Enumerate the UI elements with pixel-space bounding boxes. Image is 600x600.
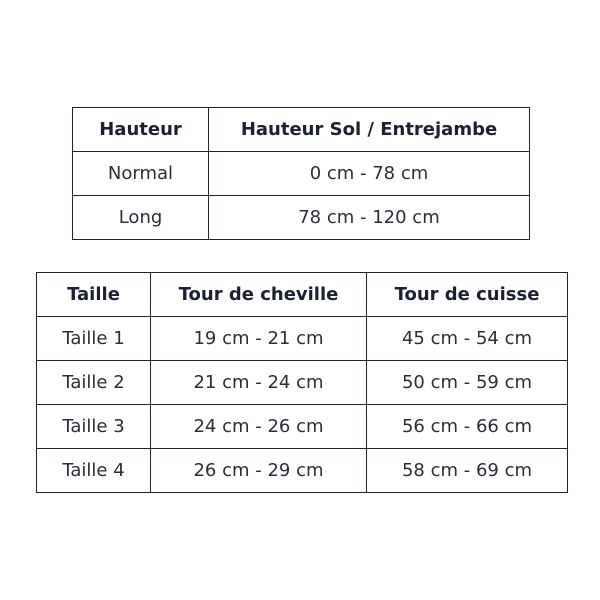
size-label: Taille 3: [37, 405, 151, 449]
header-taille: Taille: [37, 273, 151, 317]
table-row: [73, 152, 530, 196]
row-value-long: 78 cm - 120 cm: [209, 196, 530, 240]
header-tour-de-cheville: Tour de cheville: [151, 273, 367, 317]
thigh-range: 58 cm - 69 cm: [367, 449, 568, 493]
table-row: [73, 196, 530, 240]
table-row: [37, 405, 568, 449]
row-value-normal: 0 cm - 78 cm: [209, 152, 530, 196]
row-label-long: Long: [73, 196, 209, 240]
ankle-range: 21 cm - 24 cm: [151, 361, 367, 405]
height-table-header-row: [73, 108, 530, 152]
thigh-range: 56 cm - 66 cm: [367, 405, 568, 449]
size-label: Taille 4: [37, 449, 151, 493]
ankle-range: 24 cm - 26 cm: [151, 405, 367, 449]
row-label-normal: Normal: [73, 152, 209, 196]
table-row: [37, 361, 568, 405]
thigh-range: 50 cm - 59 cm: [367, 361, 568, 405]
size-table-header-row: [37, 273, 568, 317]
header-tour-de-cuisse: Tour de cuisse: [367, 273, 568, 317]
header-hauteur-sol-entrejambe: Hauteur Sol / Entrejambe: [209, 108, 530, 152]
size-table: [36, 272, 568, 493]
table-row: [37, 449, 568, 493]
ankle-range: 26 cm - 29 cm: [151, 449, 367, 493]
size-label: Taille 2: [37, 361, 151, 405]
header-hauteur: Hauteur: [73, 108, 209, 152]
table-row: [37, 317, 568, 361]
ankle-range: 19 cm - 21 cm: [151, 317, 367, 361]
size-label: Taille 1: [37, 317, 151, 361]
height-table: [72, 107, 530, 240]
thigh-range: 45 cm - 54 cm: [367, 317, 568, 361]
